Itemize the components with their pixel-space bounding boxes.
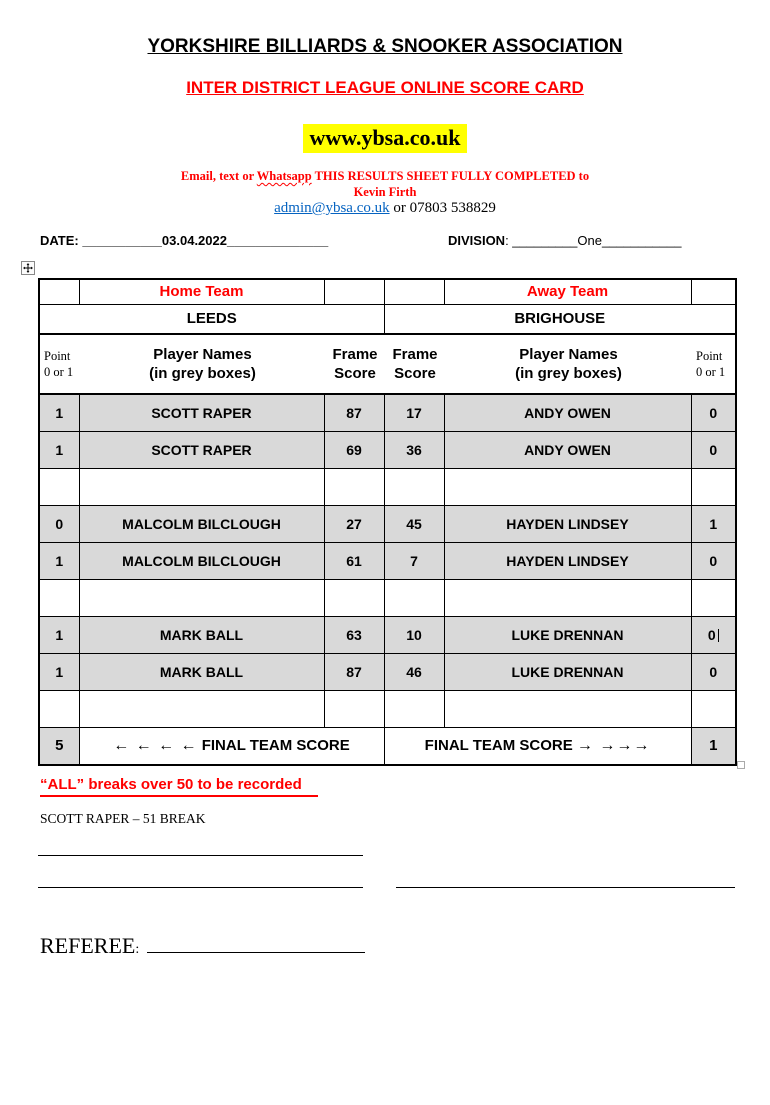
home-player-cell[interactable] <box>79 690 324 727</box>
away-players-header: Player Names (in grey boxes) <box>515 345 622 382</box>
away-point-cell[interactable]: 0 <box>691 653 736 690</box>
home-players-header: Player Names (in grey boxes) <box>149 345 256 382</box>
contact-instruction-post: THIS RESULTS SHEET FULLY COMPLETED to <box>311 169 590 183</box>
contact-phone: or 07803 538829 <box>389 200 496 216</box>
breaks-heading: “ALL” breaks over 50 to be recorded <box>40 776 318 797</box>
home-player-cell[interactable]: MALCOLM BILCLOUGH <box>79 542 324 579</box>
team-label-row <box>39 279 736 304</box>
home-player-cell[interactable] <box>79 579 324 616</box>
home-player-cell[interactable]: SCOTT RAPER <box>79 431 324 468</box>
contact-instruction-pre: Email, text or <box>180 169 257 183</box>
contact-name: Kevin Firth <box>353 185 417 199</box>
home-point-cell[interactable] <box>39 690 79 727</box>
home-point-cell[interactable]: 1 <box>39 542 79 579</box>
away-score-cell[interactable] <box>384 579 444 616</box>
home-point-cell[interactable]: 1 <box>39 431 79 468</box>
division-value[interactable]: : _________One___________ <box>505 233 682 248</box>
home-score-cell[interactable] <box>324 579 384 616</box>
home-score-cell[interactable] <box>324 468 384 505</box>
empty-cell <box>324 279 384 304</box>
referee-blank-line[interactable] <box>147 931 365 953</box>
away-player-cell[interactable] <box>444 579 691 616</box>
page-title: YORKSHIRE BILLIARDS & SNOOKER ASSOCIATION <box>147 36 623 57</box>
home-point-cell[interactable] <box>39 468 79 505</box>
frame-row <box>39 431 736 468</box>
away-point-cell[interactable]: 0 <box>691 542 736 579</box>
away-point-cell[interactable] <box>691 468 736 505</box>
table-move-handle-icon[interactable] <box>21 261 35 275</box>
contact-instruction-whatsapp: Whatsapp <box>256 169 312 183</box>
website-line <box>0 124 770 153</box>
home-point-cell[interactable]: 1 <box>39 653 79 690</box>
home-frame-score-header: Frame Score <box>332 345 378 382</box>
break-blank-line <box>396 887 735 888</box>
away-team-label: Away Team <box>444 279 691 304</box>
home-score-cell[interactable]: 87 <box>324 394 384 431</box>
home-player-cell[interactable]: MALCOLM BILCLOUGH <box>79 505 324 542</box>
away-score-cell[interactable]: 36 <box>384 431 444 468</box>
column-headers <box>40 335 735 393</box>
home-player-cell[interactable]: MARK BALL <box>79 653 324 690</box>
final-score-row <box>39 727 736 765</box>
away-frame-score-header: Frame Score <box>392 345 438 382</box>
team-name-row <box>39 304 736 334</box>
score-table <box>38 278 737 766</box>
empty-cell <box>39 279 79 304</box>
contact-instruction <box>0 169 770 184</box>
final-home-points-cell[interactable]: 5 <box>39 727 79 765</box>
page-subtitle: INTER DISTRICT LEAGUE ONLINE SCORE CARD <box>186 78 584 97</box>
frame-row <box>39 542 736 579</box>
contact-details <box>0 200 770 217</box>
away-score-cell[interactable]: 10 <box>384 616 444 653</box>
final-home-label-cell: ← ← ← ← FINAL TEAM SCORE <box>79 727 384 765</box>
home-score-cell[interactable]: 61 <box>324 542 384 579</box>
break-entry: SCOTT RAPER – 51 BREAK <box>40 811 206 826</box>
away-player-cell[interactable]: ANDY OWEN <box>444 431 691 468</box>
date-label: DATE: <box>40 233 79 248</box>
left-arrows-icon: ← ← ← ← <box>113 736 198 754</box>
home-team-label: Home Team <box>79 279 324 304</box>
frame-row <box>39 505 736 542</box>
frame-row-empty <box>39 690 736 727</box>
away-score-cell[interactable] <box>384 468 444 505</box>
date-field[interactable] <box>40 233 328 248</box>
away-player-cell[interactable]: ANDY OWEN <box>444 394 691 431</box>
away-point-cell[interactable]: 0 <box>691 394 736 431</box>
frame-row-empty <box>39 468 736 505</box>
home-point-cell[interactable]: 1 <box>39 616 79 653</box>
referee-field: REFEREE: <box>40 931 365 959</box>
frame-row-empty <box>39 579 736 616</box>
home-score-cell[interactable] <box>324 690 384 727</box>
away-point-cell[interactable]: 0 <box>691 616 736 653</box>
away-point-cell[interactable]: 1 <box>691 505 736 542</box>
column-header-row <box>39 334 736 394</box>
email-link[interactable]: admin@ybsa.co.uk <box>274 200 390 216</box>
away-point-cell[interactable] <box>691 690 736 727</box>
away-player-cell[interactable]: LUKE DRENNAN <box>444 616 691 653</box>
away-player-cell[interactable]: HAYDEN LINDSEY <box>444 505 691 542</box>
away-point-cell[interactable] <box>691 579 736 616</box>
break-blank-line <box>38 855 363 856</box>
away-score-cell[interactable]: 45 <box>384 505 444 542</box>
home-score-cell[interactable]: 69 <box>324 431 384 468</box>
home-point-cell[interactable] <box>39 579 79 616</box>
home-team-name-cell[interactable]: LEEDS <box>39 304 384 334</box>
website-url: www.ybsa.co.uk <box>303 124 468 153</box>
home-point-header: Point 0 or 1 <box>44 348 74 379</box>
final-away-label-cell: FINAL TEAM SCORE → →→→ <box>384 727 691 765</box>
home-point-cell[interactable]: 0 <box>39 505 79 542</box>
final-away-points-cell[interactable]: 1 <box>691 727 736 765</box>
home-score-cell[interactable]: 87 <box>324 653 384 690</box>
frame-row <box>39 394 736 431</box>
home-player-cell[interactable]: SCOTT RAPER <box>79 394 324 431</box>
empty-cell <box>691 279 736 304</box>
right-arrows-icon: → →→→ <box>576 736 651 754</box>
away-score-cell[interactable]: 17 <box>384 394 444 431</box>
frame-row <box>39 653 736 690</box>
away-score-cell[interactable] <box>384 690 444 727</box>
text-cursor <box>718 629 719 642</box>
away-score-cell[interactable]: 7 <box>384 542 444 579</box>
division-label: DIVISION <box>448 233 506 248</box>
away-point-cell[interactable]: 0 <box>691 431 736 468</box>
away-team-name-cell[interactable]: BRIGHOUSE <box>384 304 736 334</box>
home-player-cell[interactable]: MARK BALL <box>79 616 324 653</box>
referee-label: REFEREE <box>40 933 136 958</box>
away-player-cell[interactable] <box>444 690 691 727</box>
empty-cell <box>384 279 444 304</box>
home-score-cell[interactable]: 63 <box>324 616 384 653</box>
break-blank-line <box>38 887 363 888</box>
away-player-cell[interactable]: LUKE DRENNAN <box>444 653 691 690</box>
date-value[interactable]: ___________03.04.2022______________ <box>78 233 329 248</box>
away-score-cell[interactable]: 46 <box>384 653 444 690</box>
away-player-cell[interactable] <box>444 468 691 505</box>
table-resize-handle[interactable] <box>737 761 745 769</box>
away-point-header: Point 0 or 1 <box>696 348 726 379</box>
home-score-cell[interactable]: 27 <box>324 505 384 542</box>
home-point-cell[interactable]: 1 <box>39 394 79 431</box>
frame-row <box>39 616 736 653</box>
home-player-cell[interactable] <box>79 468 324 505</box>
division-field[interactable] <box>448 233 681 248</box>
away-player-cell[interactable]: HAYDEN LINDSEY <box>444 542 691 579</box>
